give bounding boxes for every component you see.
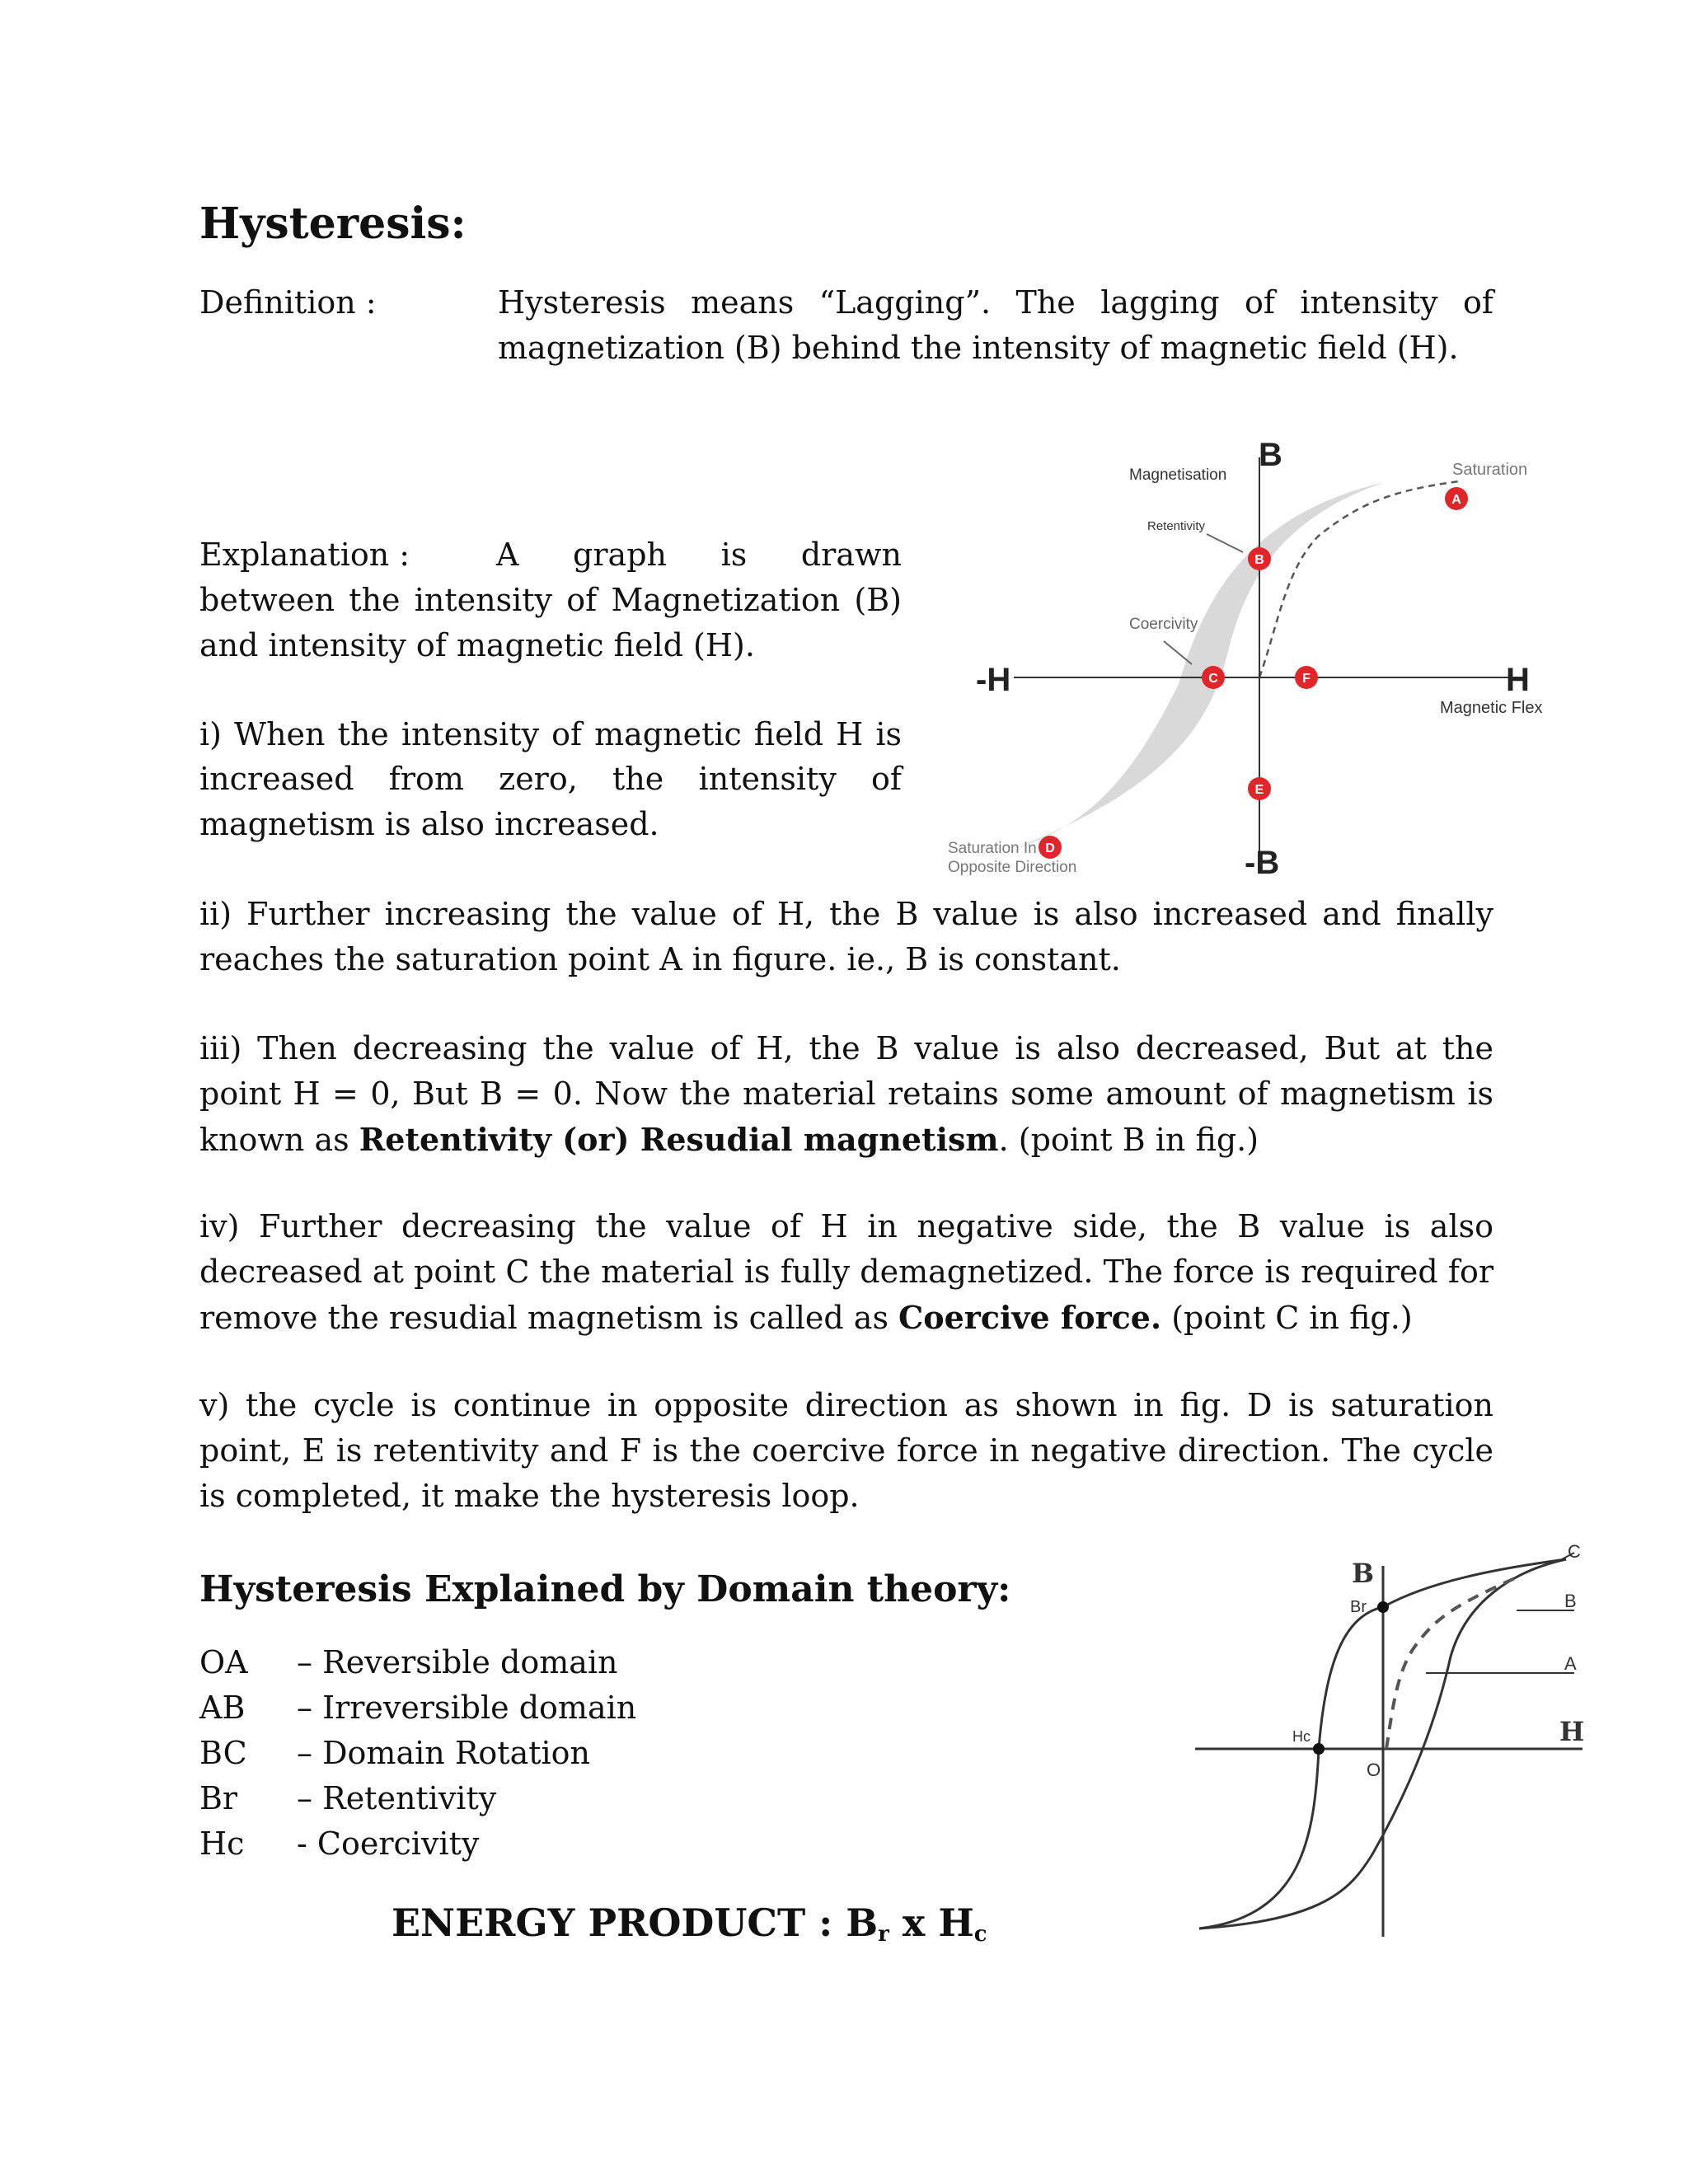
coercivity-label: Coercivity: [1129, 616, 1198, 633]
list-item-key: BC: [199, 1735, 247, 1771]
svg-text:E: E: [1254, 783, 1264, 797]
list-item: [199, 1821, 636, 1867]
point-iii-text: iii) Then decreasing the value of H, the B value is also decreased, But at the point H = 0, But B = 0. Now the material retains some amount of magnetism is known as: [199, 1030, 1493, 1158]
saturation-label: Saturation: [1452, 461, 1528, 479]
explanation-label: Explanation :: [199, 537, 410, 573]
initial-magnetisation-curve: [1386, 1577, 1517, 1749]
br-label: Br: [1350, 1598, 1367, 1616]
list-item-value: – Reversible domain: [297, 1644, 618, 1680]
point-b-label: B: [1564, 1591, 1577, 1611]
point-ii: ii) Further increasing the value of H, the B value is also increased and finally reaches the saturation point A in figure. ie., B is constant.: [199, 896, 1493, 977]
loop-shaded-region: [1014, 482, 1385, 849]
explanation-line-1: [199, 532, 902, 578]
domain-theory-heading: Hysteresis Explained by Domain theory:: [199, 1568, 1011, 1610]
definition-label: Definition :: [199, 284, 377, 321]
list-item-key: OA: [199, 1644, 248, 1680]
hc-point: [1313, 1743, 1325, 1755]
list-item-key: Br: [199, 1780, 238, 1816]
definition-line-2: magnetization (B) behind the intensity of magnetic field (H).: [498, 330, 1459, 366]
point-d-marker: [1039, 836, 1062, 859]
svg-text:B: B: [1254, 553, 1264, 567]
explanation-line-2: between the intensity of Magnetization (B): [199, 582, 902, 618]
saturation-opposite-label-line-1: Saturation In: [948, 840, 1037, 857]
domain-theory-list: [199, 1640, 636, 1867]
neg-b-axis-label: -B: [1245, 845, 1280, 881]
point-iv-text: iv) Further decreasing the value of H in negative side, the B value is also decreased at point C the material is fully demagnetized. The force is required for remove the resudial magnetism is called as: [199, 1208, 1493, 1336]
point-iii: [199, 1026, 1493, 1163]
energy-product-mid: x H: [889, 1900, 974, 1945]
origin-label: O: [1367, 1760, 1381, 1780]
h-axis-label: H: [1506, 662, 1530, 698]
bh-loop-figure: [1187, 1541, 1591, 1945]
list-item: [199, 1776, 636, 1821]
svg-text:D: D: [1045, 841, 1055, 855]
magnetic-flex-label: Magnetic Flex: [1440, 699, 1543, 717]
list-item-value: – Retentivity: [297, 1780, 497, 1816]
neg-h-axis-label: -H: [976, 662, 1011, 698]
list-item-value: – Irreversible domain: [297, 1690, 637, 1726]
page-title: Hysteresis:: [199, 199, 467, 249]
retentivity-pointer: [1207, 534, 1243, 552]
point-e-marker: [1248, 777, 1271, 800]
point-iv-end: (point C in fig.): [1161, 1300, 1413, 1336]
point-b-marker: [1248, 547, 1271, 570]
point-iii-end: . (point B in fig.): [998, 1122, 1259, 1158]
explanation-first-line-rest: A graph is drawn: [496, 537, 902, 573]
point-c-label: C: [1568, 1541, 1581, 1562]
point-a-label: A: [1564, 1653, 1577, 1674]
hc-label: Hc: [1292, 1728, 1311, 1745]
definition-line-1: Hysteresis means “Lagging”. The lagging of intensity of: [498, 284, 1493, 321]
list-item: [199, 1731, 636, 1776]
b-axis-label: B: [1259, 437, 1282, 473]
point-i-line-1: i) When the intensity of magnetic field H is: [199, 716, 902, 752]
initial-magnetisation-curve: [1259, 481, 1459, 677]
magnetisation-label: Magnetisation: [1129, 466, 1227, 484]
point-c-marker: [1202, 666, 1225, 689]
explanation-line-3: and intensity of magnetic field (H).: [199, 627, 755, 663]
list-item-value: – Domain Rotation: [297, 1735, 591, 1771]
point-iv-bold: Coercive force.: [898, 1299, 1162, 1336]
retentivity-label: Retentivity: [1147, 519, 1206, 533]
list-item-key: Hc: [199, 1825, 245, 1862]
saturation-opposite-label-line-2: Opposite Direction: [948, 859, 1077, 876]
point-f-marker: [1295, 666, 1318, 689]
br-point: [1377, 1601, 1389, 1613]
point-iii-bold: Retentivity (or) Resudial magnetism: [359, 1121, 999, 1158]
point-i-line-3: magnetism is also increased.: [199, 806, 659, 842]
list-item-key: AB: [199, 1690, 246, 1726]
list-item-value: - Coercivity: [297, 1825, 480, 1862]
point-v: v) the cycle is continue in opposite direction as shown in fig. D is saturation point, E is retentivity and F is the coercive force in negative direction. The cycle is completed, it make the hysteresis loop.: [199, 1387, 1493, 1514]
coercivity-pointer: [1164, 641, 1192, 664]
energy-product-text: ENERGY PRODUCT : B: [392, 1900, 879, 1945]
svg-text:F: F: [1302, 672, 1311, 686]
energy-product-sub-r: r: [878, 1922, 889, 1947]
b-axis-label: B: [1352, 1558, 1375, 1589]
h-axis-label: H: [1559, 1716, 1585, 1747]
energy-product-sub-c: c: [973, 1922, 987, 1947]
point-iv: [199, 1204, 1493, 1341]
point-a-marker: [1445, 487, 1468, 510]
point-i-line-2: increased from zero, the intensity of: [199, 761, 902, 797]
list-item: [199, 1640, 636, 1685]
svg-text:C: C: [1208, 672, 1218, 686]
energy-product: [392, 1900, 987, 1957]
list-item: [199, 1685, 636, 1731]
hysteresis-loop-figure: [931, 437, 1558, 890]
svg-text:A: A: [1451, 493, 1461, 507]
